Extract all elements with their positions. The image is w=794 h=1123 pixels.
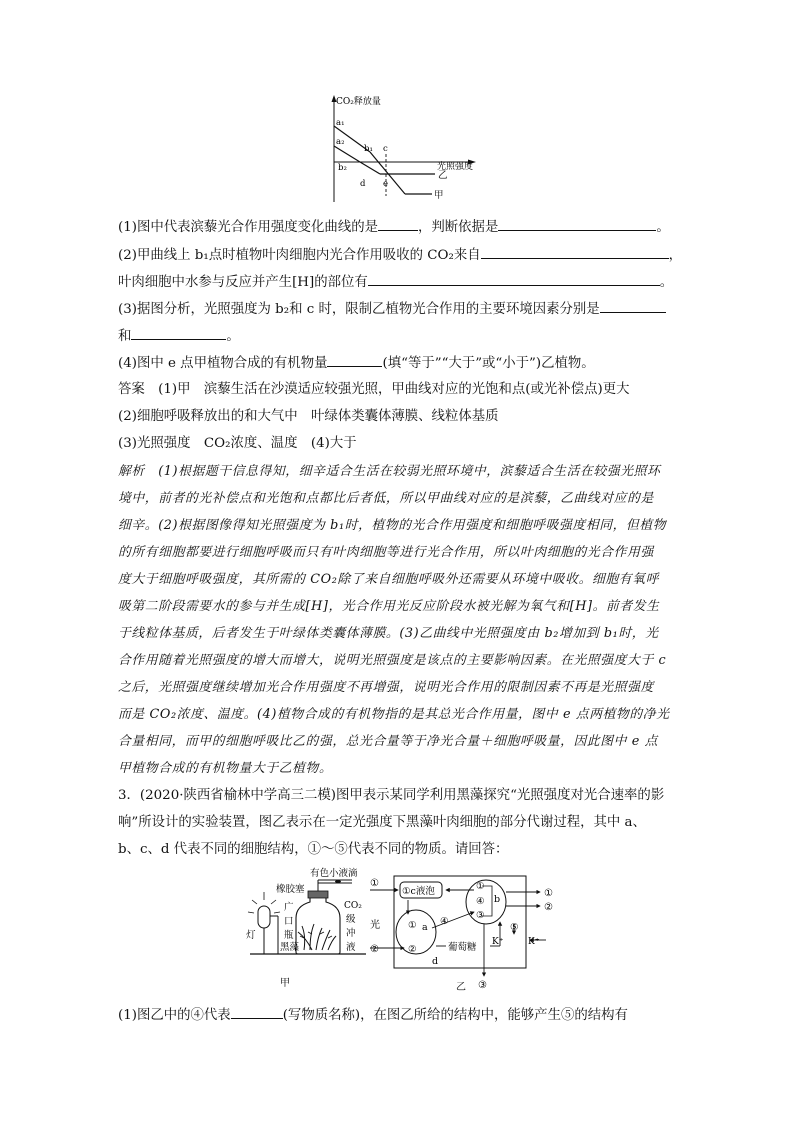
q4-end: (填“等于”“大于”或“小于”)乙植物。 <box>382 356 595 371</box>
explanation-line: 合量相同，而甲的细胞呼吸比乙的强，总光合量等于净光合量＋细胞呼吸量，因此图中 e 点 <box>118 734 658 749</box>
label-n1-mito: ① <box>476 881 485 892</box>
cell-diagram-yi <box>366 872 560 990</box>
label-buffer-1: 级 <box>346 914 356 925</box>
explanation-line: 境中，前者的光补偿点和光饱和点都比后者低，所以甲曲线对应的是滨藜，乙曲线对应的是 <box>118 491 654 506</box>
q3-stem-line: b、c、d 代表不同的细胞结构，①～⑤代表不同的物质。请回答： <box>118 842 509 857</box>
q3a-text: (3)据图分析，光照强度为 b₂和 c 时，限制乙植物光合作用的主要环境因素分别是 <box>118 302 600 317</box>
label-bottle-2: 口 <box>284 916 294 927</box>
label-glucose: 葡萄糖 <box>448 942 477 953</box>
label-buffer-3: 液 <box>346 942 356 953</box>
q3a-blank <box>600 298 666 313</box>
q1-mid: ，判断依据是 <box>418 220 499 235</box>
answer-line-2: (2)细胞呼吸释放出的和大气中 叶绿体类囊体薄膜、线粒体基质 <box>118 409 499 424</box>
curve-jia-label: 甲 <box>434 190 444 201</box>
label-d: d <box>432 956 439 967</box>
label-n5: ⑤ <box>510 922 519 933</box>
label-b2: b₂ <box>338 163 347 173</box>
q2a-blank <box>481 244 669 259</box>
explanation-line: 解析 (1)根据题干信息得知，细辛适合生活在较弱光照环境中，滨藜适合生活在较强光照环 <box>118 464 661 479</box>
q3b-end: 。 <box>226 329 240 344</box>
explanation-line: 而是 CO₂浓度、温度。(4)植物合成的有机物指的是其总光合作用量，图中 e 点两植物的净光 <box>118 707 670 722</box>
label-co2: CO₂ <box>344 901 362 911</box>
label-n3-bottom: ③ <box>478 980 487 990</box>
label-k-inner: K⁺ <box>492 937 504 947</box>
explanation-line: 甲植物合成的有机物量大于乙植物。 <box>118 761 333 776</box>
co2-light-graph <box>320 92 480 204</box>
caption-jia: 甲 <box>280 978 290 989</box>
question-2b <box>118 271 673 293</box>
q2b-end: 。 <box>659 275 674 290</box>
q1-blank-2 <box>498 216 656 231</box>
label-b1: b₁ <box>364 144 373 154</box>
label-a2: a₂ <box>336 137 345 147</box>
label-lamp: 灯 <box>246 930 256 941</box>
label-n1-right: ① <box>544 888 553 899</box>
label-n2-right: ② <box>544 902 553 913</box>
label-a1: a₁ <box>336 118 345 128</box>
label-n1-left: ① <box>370 878 379 889</box>
label-bottle-3: 瓶 <box>284 930 294 941</box>
q-next-text: (1)图乙中的④代表 <box>118 1008 231 1023</box>
q3b-blank <box>131 325 226 340</box>
y-axis-label: CO₂释放量 <box>336 97 381 107</box>
apparatus-figure-jia <box>240 866 372 992</box>
q1-text: (1)图中代表滨藜光合作用强度变化曲线的是 <box>118 220 378 235</box>
explanation-line: 细辛。(2)根据图像得知光照强度为 b₁时，植物的光合作用强度和细胞呼吸强度相同，但植物 <box>118 518 667 533</box>
q3-stem-line: 3．(2020·陕西省榆林中学高三二模)图甲表示某同学利用黑藻探究“光照强度对光合速率的影 <box>118 788 665 803</box>
answer-line-3: (3)光照强度 CO₂浓度、温度 (4)大于 <box>118 436 357 451</box>
label-n3-mito: ③ <box>476 910 485 921</box>
label-stopper: 橡胶塞 <box>276 884 305 895</box>
q-next-end: (写物质名称)，在图乙所给的结构中，能够产生⑤的结构有 <box>282 1008 628 1023</box>
question-3a <box>118 298 666 320</box>
label-n4-mito: ④ <box>476 896 485 907</box>
label-d: d <box>360 179 366 189</box>
q3-stem-line: 响”所设计的实验装置，图乙表示在一定光强度下黑藻叶肉细胞的部分代谢过程，其中 a、 <box>118 815 646 830</box>
label-n2-chloro: ② <box>408 944 417 955</box>
q4-text: (4)图中 e 点甲植物合成的有机物量 <box>118 356 328 371</box>
explanation-line: 之后，光照强度继续增加光合作用强度不再增强，说明光合作用的限制因素不再是光照强度 <box>118 680 654 695</box>
label-c: c <box>383 144 388 154</box>
label-n1-chloro: ① <box>408 920 417 931</box>
label-k-outer: K⁺ <box>528 937 540 947</box>
caption-yi: 乙 <box>456 982 466 993</box>
explanation-line: 的所有细胞都要进行细胞呼吸而只有叶肉细胞等进行光合作用，所以叶肉细胞的光合作用强 <box>118 545 654 560</box>
q2b-blank <box>368 271 660 286</box>
explanation-line: 吸第二阶段需要水的参与并生成[H]，光合作用光反应阶段水被光解为氧气和[H]。前者发生 <box>118 599 660 614</box>
q1-blank-1 <box>378 216 418 231</box>
label-buffer-2: 冲 <box>346 928 356 939</box>
answer-line-1: 答案 (1)甲 滨藜生活在沙漠适应较强光照，甲曲线对应的光饱和点(或光补偿点)更大 <box>118 382 630 397</box>
explanation-line: 度大于细胞呼吸强度，其所需的 CO₂除了来自细胞呼吸外还需要从环境中吸收。细胞有氧呼 <box>118 572 659 587</box>
label-plant: 黑藻 <box>280 942 300 953</box>
q1-end: 。 <box>656 220 670 235</box>
x-axis-label: 光照强度 <box>437 162 474 172</box>
explanation-line: 于线粒体基质，后者发生于叶绿体类囊体薄膜。(3)乙曲线中光照强度由 b₂增加到 b₁时，光 <box>118 626 659 641</box>
q2a-text: (2)甲曲线上 b₁点时植物叶肉细胞内光合作用吸收的 CO₂来自 <box>118 248 481 263</box>
label-n2-left: ② <box>370 944 379 955</box>
label-e: e <box>383 179 389 189</box>
question-next <box>118 1004 628 1026</box>
q3b-text: 和 <box>118 329 132 344</box>
q2b-text: 叶肉细胞中水参与反应并产生[H]的部位有 <box>118 275 368 290</box>
label-b: b <box>494 894 501 905</box>
label-a: a <box>422 922 428 933</box>
vacuole-label: ①c液泡 <box>402 886 435 897</box>
label-light: 光 <box>370 920 380 931</box>
q2a-end: ， <box>668 248 682 263</box>
explanation-line: 合作用随着光照强度的增大而增大，说明光照强度是该点的主要影响因素。在光照强度大于 c <box>118 653 667 668</box>
question-3b <box>118 325 240 347</box>
label-drop: 有色小液滴 <box>310 868 358 879</box>
q4-blank <box>327 352 382 367</box>
label-bottle-1: 广 <box>284 902 294 913</box>
curve-yi-label: 乙 <box>438 170 448 181</box>
question-4 <box>118 352 595 374</box>
question-2a <box>118 244 682 266</box>
q-next-blank <box>231 1004 283 1019</box>
label-n4-mid: ④ <box>440 916 449 927</box>
question-1 <box>118 216 670 238</box>
